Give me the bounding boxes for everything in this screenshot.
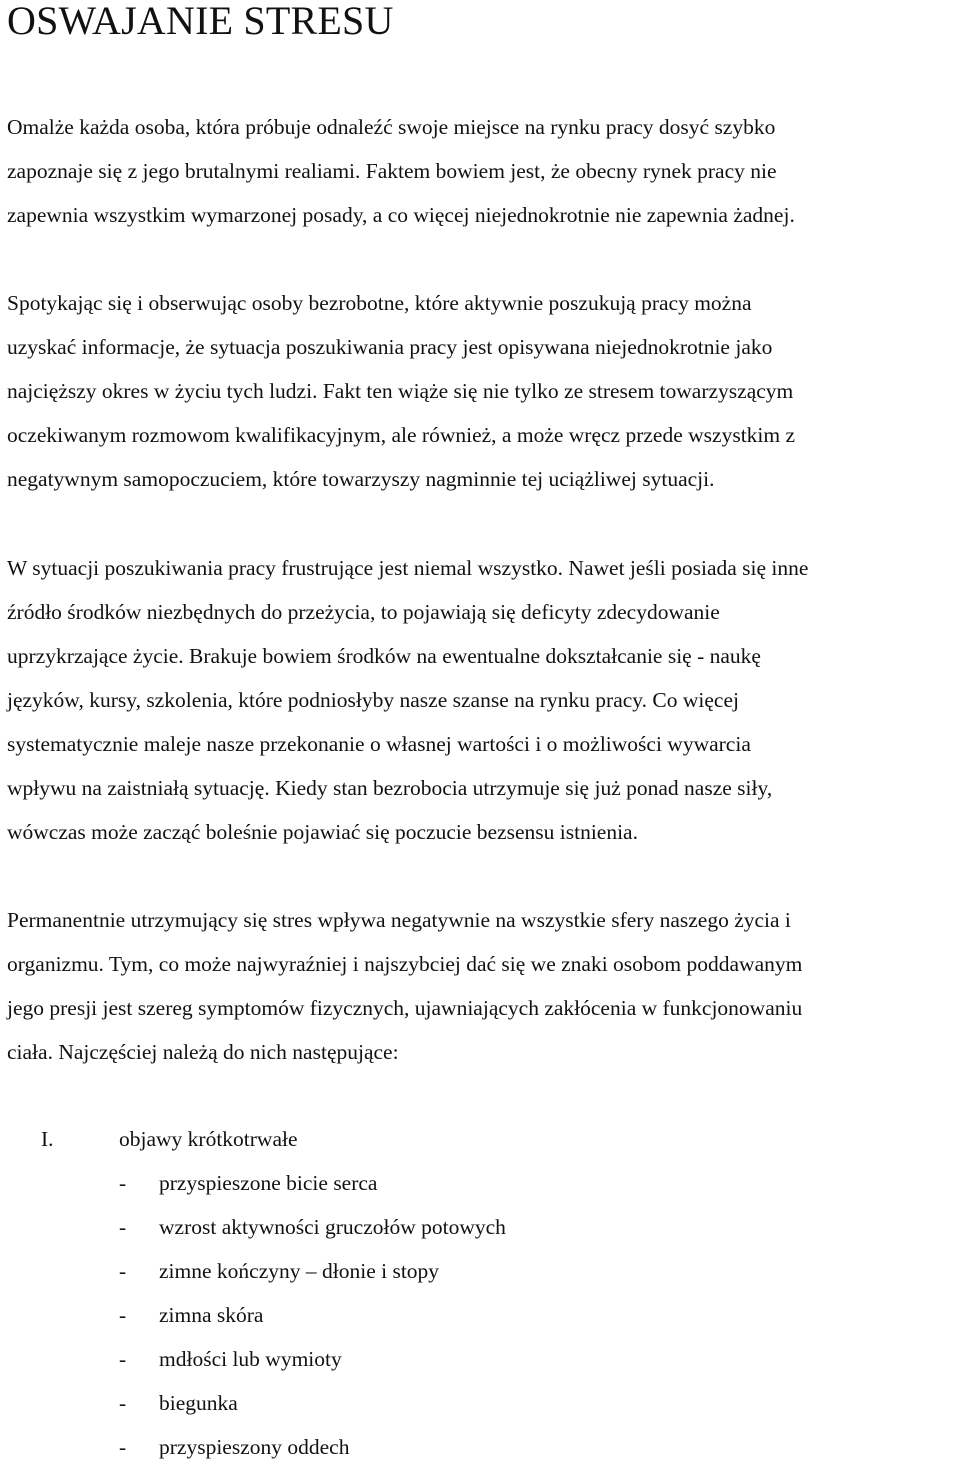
- paragraph-4: [7, 898, 802, 1074]
- paragraph-line: uzyskać informacje, że sytuacja poszukiwania pracy jest opisywana niejednokrotnie jako: [7, 335, 773, 359]
- paragraph-line: systematycznie maleje nasze przekonanie o własnej wartości i o możliwości wywarcia: [7, 732, 751, 756]
- list-item-text: biegunka: [159, 1391, 238, 1415]
- paragraph-line: organizmu. Tym, co może najwyraźniej i najszybciej dać się we znaki osobom poddawanym: [7, 952, 803, 976]
- paragraph-1: [7, 105, 795, 237]
- document-title: OSWAJANIE STRESU: [7, 0, 394, 43]
- paragraph-line: najcięższy okres w życiu tych ludzi. Fakt ten wiąże się nie tylko ze stresem towarzyszącym: [7, 379, 794, 403]
- list-item-text: przyspieszone bicie serca: [159, 1171, 378, 1195]
- paragraph-3: [7, 546, 808, 854]
- paragraph-line: Permanentnie utrzymujący się stres wpływa negatywnie na wszystkie sfery naszego życia i: [7, 908, 791, 932]
- paragraph-2: [7, 281, 795, 501]
- paragraph-line: negatywnym samopoczuciem, które towarzyszy nagminnie tej uciążliwej sytuacji.: [7, 467, 715, 491]
- list-item-text: przyspieszony oddech: [159, 1435, 350, 1459]
- paragraph-line: źródło środków niezbędnych do przeżycia, to pojawiają się deficyty zdecydowanie: [7, 600, 720, 624]
- paragraph-line: jego presji jest szereg symptomów fizycznych, ujawniających zakłócenia w funkcjonowaniu: [7, 996, 803, 1020]
- paragraph-line: zapoznaje się z jego brutalnymi realiami. Faktem bowiem jest, że obecny rynek pracy nie: [7, 159, 777, 183]
- list-item-text: wzrost aktywności gruczołów potowych: [159, 1215, 506, 1239]
- list-item-text: zimna skóra: [159, 1303, 264, 1327]
- paragraph-line: uprzykrzające życie. Brakuje bowiem środków na ewentualne dokształcanie się - naukę: [7, 644, 761, 668]
- paragraph-line: oczekiwanym rozmowom kwalifikacyjnym, ale również, a może wręcz przede wszystkim z: [7, 423, 796, 447]
- list-dash: -: [119, 1259, 127, 1283]
- list-dash: -: [119, 1215, 127, 1239]
- list-title: objawy krótkotrwałe: [119, 1127, 298, 1151]
- paragraph-line: wpływu na zaistniałą sytuację. Kiedy stan bezrobocia utrzymuje się już ponad nasze siły,: [7, 776, 773, 800]
- paragraph-line: zapewnia wszystkim wymarzonej posady, a co więcej niejednokrotnie nie zapewnia żadnej.: [7, 203, 795, 227]
- paragraph-line: ciała. Najczęściej należą do nich następujące:: [7, 1040, 399, 1064]
- list-dash: -: [119, 1347, 127, 1371]
- list-number: I.: [41, 1127, 54, 1151]
- list-item-text: zimne kończyny – dłonie i stopy: [159, 1259, 440, 1283]
- paragraph-line: wówczas może zacząć boleśnie pojawiać się poczucie bezsensu istnienia.: [7, 820, 638, 844]
- paragraph-line: W sytuacji poszukiwania pracy frustrujące jest niemal wszystko. Nawet jeśli posiada się inne: [7, 556, 809, 580]
- paragraph-line: języków, kursy, szkolenia, które podniosłyby nasze szanse na rynku pracy. Co więcej: [7, 688, 739, 712]
- list-dash: -: [119, 1303, 127, 1327]
- list-dash: -: [119, 1391, 127, 1415]
- list-dash: -: [119, 1435, 127, 1459]
- list-dash: -: [119, 1171, 127, 1195]
- list-item-text: mdłości lub wymioty: [159, 1347, 342, 1371]
- document-page: [7, 0, 957, 1459]
- paragraph-line: Omalże każda osoba, która próbuje odnaleźć swoje miejsce na rynku pracy dosyć szybko: [7, 115, 776, 139]
- paragraph-line: Spotykając się i obserwując osoby bezrobotne, które aktywnie poszukują pracy można: [7, 291, 752, 315]
